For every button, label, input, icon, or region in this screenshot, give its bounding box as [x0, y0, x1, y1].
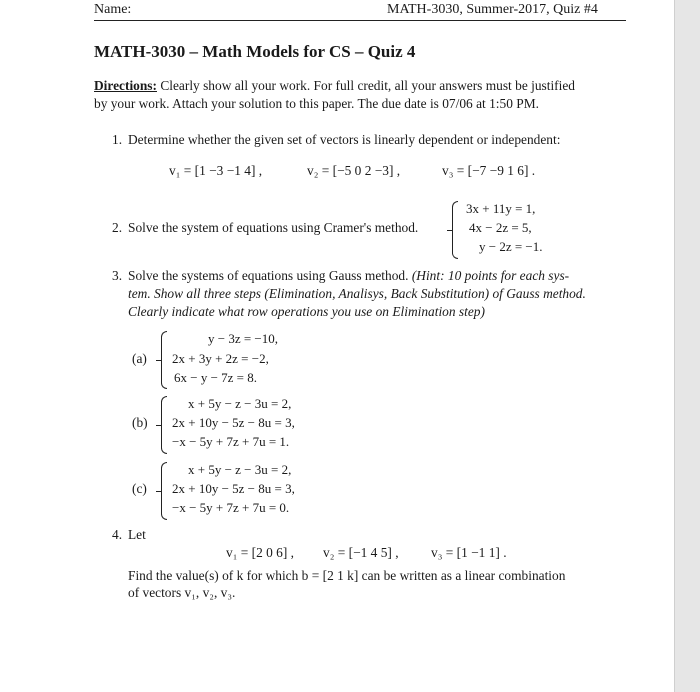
- q4-number: 4.: [112, 527, 123, 542]
- q4-line-1: Find the value(s) of k for which b = [2 1 k] can be written as a linear combination: [128, 568, 566, 583]
- q4-v2: v₂ = [−1 4 5] ,: [323, 545, 399, 560]
- q3c-label: (c): [132, 481, 147, 496]
- q3b-eq-1: x + 5y − z − 3u = 2,: [188, 396, 292, 411]
- q3c-eq-3: −x − 5y + 7z + 7u = 0.: [172, 500, 290, 515]
- header-name-label: Name:: [94, 2, 132, 17]
- q2-text: Solve the system of equations using Cramer's method.: [128, 220, 419, 235]
- q1-text: Determine whether the given set of vectors is linearly dependent or independent:: [128, 132, 561, 147]
- directions-line-2: by your work. Attach your solution to this paper. The due date is 07/06 at 1:50 PM.: [94, 96, 539, 111]
- page-title: MATH-3030 – Math Models for CS – Quiz 4: [94, 42, 416, 61]
- directions-text-1: Clearly show all your work. For full credit, all your answers must be justified: [156, 78, 575, 93]
- q4-let: Let: [128, 527, 146, 542]
- q4-line-2: of vectors v₁, v₂, v₃.: [128, 585, 236, 600]
- q2-eq-1: 3x + 11y = 1,: [466, 201, 536, 216]
- q2-brace: [452, 201, 458, 259]
- q3c-eq-1: x + 5y − z − 3u = 2,: [188, 462, 292, 477]
- q3-line-3: Clearly indicate what row operations you use on Elimination step): [128, 304, 485, 319]
- q3b-brace: [161, 396, 167, 454]
- q1-v2: v₂ = [−5 0 2 −3] ,: [307, 163, 401, 178]
- q3b-eq-2: 2x + 10y − 5z − 8u = 3,: [172, 415, 295, 430]
- q3-line-1: [128, 268, 569, 284]
- q2-eq-3: y − 2z = −1.: [479, 239, 543, 254]
- q1-v3: v₃ = [−7 −9 1 6] .: [442, 163, 536, 178]
- q1-v1: v₁ = [1 −3 −1 4] ,: [169, 163, 263, 178]
- q4-v3: v₃ = [1 −1 1] .: [431, 545, 507, 560]
- q2-number: 2.: [112, 220, 123, 235]
- q1-number: 1.: [112, 132, 123, 147]
- q2-eq-2: 4x − 2z = 5,: [469, 220, 532, 235]
- q3a-eq-1: y − 3z = −10,: [208, 331, 279, 346]
- header-rule: [94, 20, 626, 21]
- q3-number: 3.: [112, 268, 123, 283]
- q3a-eq-2: 2x + 3y + 2z = −2,: [172, 351, 269, 366]
- directions-label: Directions:: [94, 78, 157, 93]
- q3-hint: (Hint: 10 points for each sys-: [411, 268, 570, 283]
- q3-line-1a: Solve the systems of equations using Gauss method.: [128, 268, 409, 283]
- q3-line-2: tem. Show all three steps (Elimination, Analisys, Back Substitution) of Gauss method.: [128, 286, 586, 301]
- q3c-brace: [161, 462, 167, 520]
- header-course-info: MATH-3030, Summer-2017, Quiz #4: [387, 2, 598, 17]
- q3a-eq-3: 6x − y − 7z = 8.: [174, 370, 258, 385]
- q3b-eq-3: −x − 5y + 7z + 7u = 1.: [172, 434, 290, 449]
- q3a-brace: [161, 331, 167, 389]
- q3c-eq-2: 2x + 10y − 5z − 8u = 3,: [172, 481, 295, 496]
- q3b-label: (b): [132, 415, 148, 430]
- q3a-label: (a): [132, 351, 147, 366]
- q4-v1: v₁ = [2 0 6] ,: [226, 545, 295, 560]
- directions-line-1: [94, 78, 575, 94]
